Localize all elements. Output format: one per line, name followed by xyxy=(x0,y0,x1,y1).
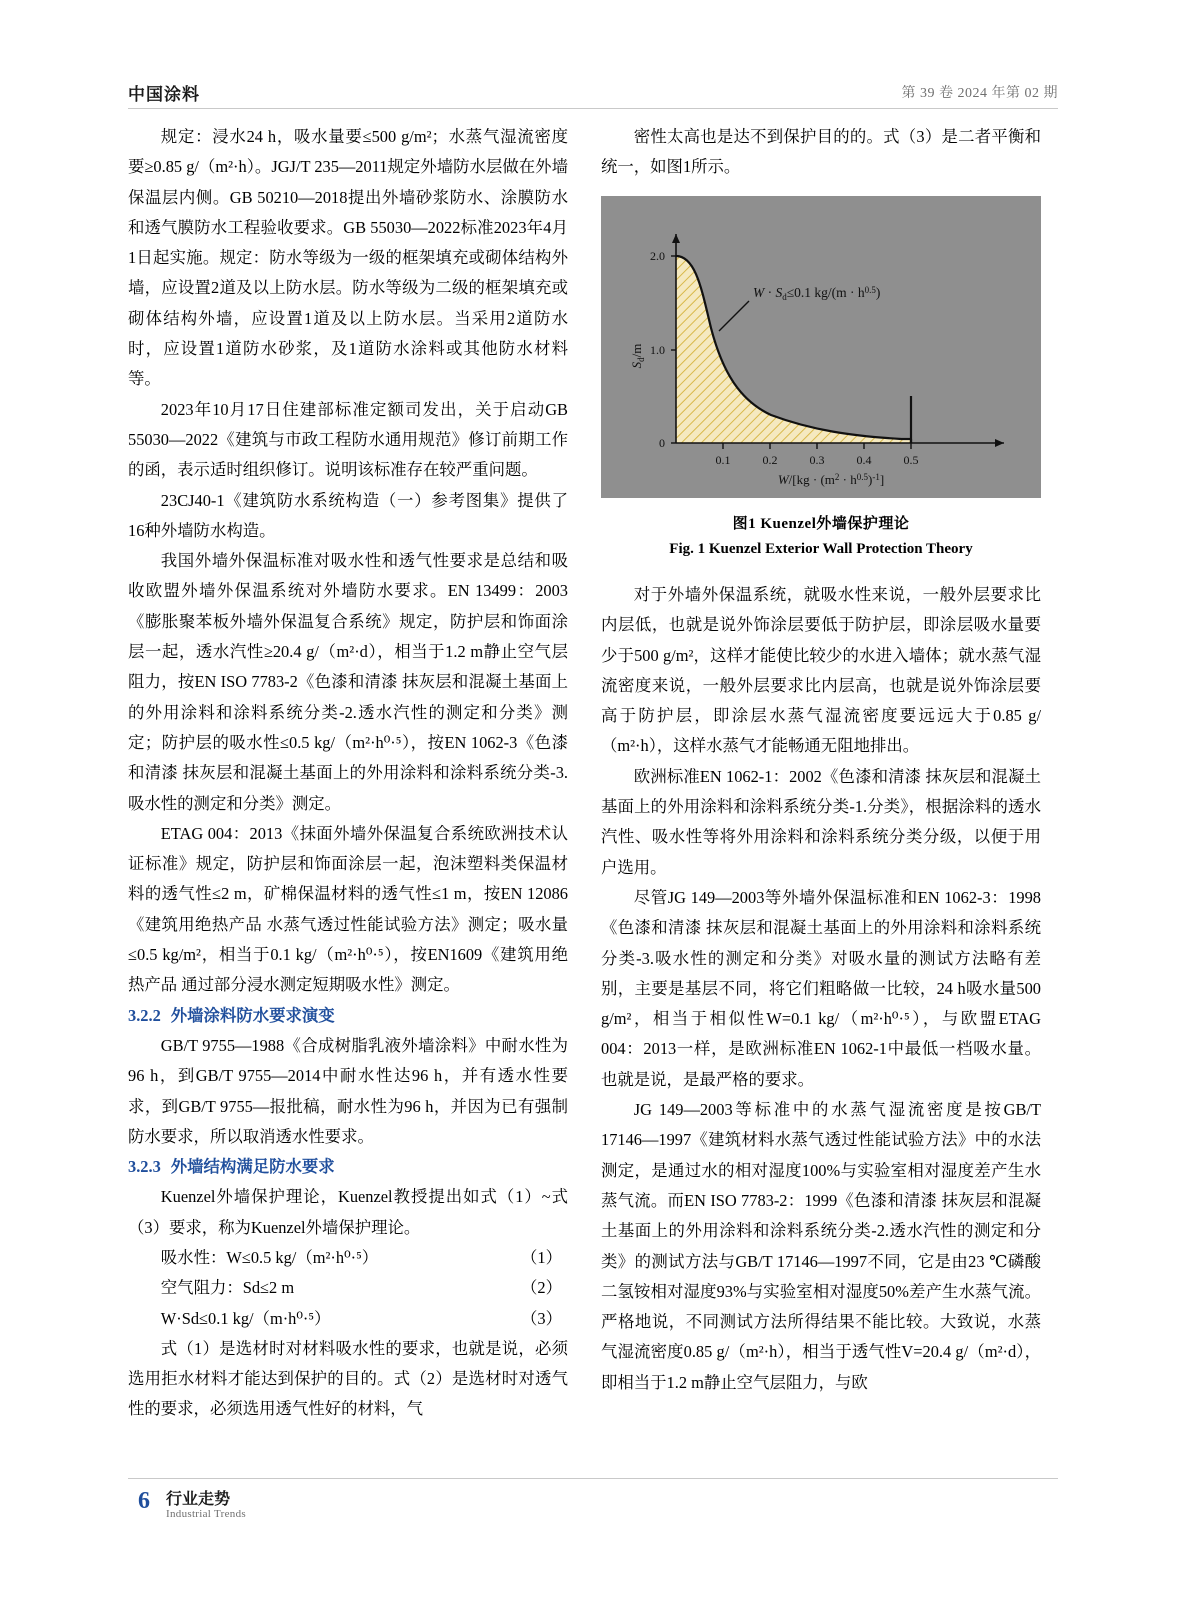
footer-section-en: Industrial Trends xyxy=(166,1508,246,1520)
paragraph: 尽管JG 149—2003等外墙外保温标准和EN 1062-3：1998《色漆和清漆 抹灰层和混凝土基面上的外用涂料和涂料系统分类-3.吸水性的测定和分类》对吸水量的测试方法略有差别，主要是基层不同，将它们粗略做一比较，24 h吸水量500 g/m²，相当于相似性W=0.1 kg/（m²·h⁰·⁵），与欧盟ETAG 004：2013一样，是欧洲标准EN 1062-1中最低一档吸水量。也就是说，是最严格的要求。 xyxy=(601,887,1041,1089)
svg-text:0: 0 xyxy=(659,436,665,450)
right-column-top xyxy=(601,122,1041,192)
svg-text:0.5: 0.5 xyxy=(903,453,919,467)
footer-section-cn: 行业走势 xyxy=(166,1491,231,1508)
left-column xyxy=(128,122,568,1425)
formula-3-number: （3） xyxy=(521,1308,562,1328)
page-footer xyxy=(128,1478,1058,1528)
svg-text:2.0: 2.0 xyxy=(650,249,665,263)
svg-text:Sd/m: $S_d/m$ xyxy=(629,343,646,369)
paragraph: 规定：浸水24 h，吸水量要≤500 g/m²；水蒸气湿流密度要≥0.85 g/（m²·h）。JGJ/T 235—2011规定外墙防水层做在外墙保温层内侧。GB 50210—2018提出外墙砂浆防水、涂膜防水和透气膜防水工程验收要求。GB 55030—2022标准2023年4月1日起实施。规定：防水等级为一级的框架填充或砌体结构外墙，应设置2道及以上防水层。防水等级为二级的框架填充或砌体结构外墙，应设置1道及以上防水层。当采用2道防水时，应设置1道防水砂浆，及1道防水涂料或其他防水材料等。 xyxy=(128,127,568,389)
formula-2 xyxy=(128,1273,568,1303)
svg-text:0.4: 0.4 xyxy=(856,453,872,467)
svg-text:0.1: 0.1 xyxy=(715,453,731,467)
right-column-bottom xyxy=(601,580,1041,1398)
formula-3 xyxy=(128,1304,568,1334)
section-title: 外墙涂料防水要求演变 xyxy=(170,1005,335,1025)
svg-text:W · Sd≤0.1 kg/(m · h0.5): $W \cdot S_d\le 0.1$ $kg/(m \cdot h^{0.5})$ xyxy=(753,285,881,302)
formula-1-text: 吸水性：W≤0.5 kg/（m²·h⁰·⁵） xyxy=(160,1247,379,1267)
figure-caption-cn: 图1 Kuenzel外墙保护理论 xyxy=(732,516,910,532)
paragraph: JG 149—2003等标准中的水蒸气湿流密度是按GB/T 17146—1997《建筑材料水蒸气透过性能试验方法》中的水法测定，是通过水的相对湿度100%与实验室相对湿度差产生水蒸气流。而EN ISO 7783-2：1999《色漆和清漆 抹灰层和混凝土基面上的外用涂料和涂料系统分类-2.透水汽性的测定和分类》的测试方法与GB/T 17146—1997不同，它是由23 ℃磷酸二氢铵相对湿度93%与实验室相对湿度50%差产生水蒸气流。严格地说，不同测试方法所得结果不能比较。大致说，水蒸气湿流密度0.85 g/（m²·h），相当于透气性V=20.4 g/（m²·d），即相当于1.2 m静止空气层阻力，与欧 xyxy=(601,1100,1041,1392)
page-header xyxy=(128,80,1058,110)
figure-1 xyxy=(601,196,1041,562)
paragraph: 2023年10月17日住建部标准定额司发出，关于启动GB 55030—2022《建筑与市政工程防水通用规范》修订前期工作的函，表示适时组织修订。说明该标准存在较严重问题。 xyxy=(128,399,568,480)
journal-title: 中国涂料 xyxy=(128,85,200,104)
section-number: 3.2.2 xyxy=(128,1005,161,1025)
svg-text:W/[kg · (m2 · h0.5)-1]: $W/[kg \cdot (m^2 \cdot h^{0.5})^{-1}]$ xyxy=(777,472,885,487)
paragraph: Kuenzel外墙保护理论，Kuenzel教授提出如式（1）~式（3）要求，称为Kuenzel外墙保护理论。 xyxy=(128,1187,568,1237)
formula-1-number: （1） xyxy=(521,1247,562,1267)
kuenzel-chart-svg xyxy=(601,196,1041,498)
svg-text:0.3: 0.3 xyxy=(809,453,825,467)
paragraph: 欧洲标准EN 1062-1：2002《色漆和清漆 抹灰层和混凝土基面上的外用涂料和涂料系统分类-1.分类》，根据涂料的透水汽性、吸水性等将外用涂料和涂料系统分类分级，以便于用户选用。 xyxy=(601,766,1041,877)
paragraph: 23CJ40-1《建筑防水系统构造（一）参考图集》提供了16种外墙防水构造。 xyxy=(128,490,568,540)
footer-divider xyxy=(128,1478,1058,1479)
paragraph: 对于外墙外保温系统，就吸水性来说，一般外层要求比内层低，也就是说外饰涂层要低于防护层，即涂层吸水量要少于500 g/m²，这样才能使比较少的水进入墙体；就水蒸气湿流密度来说，一般外层要求比内层高，也就是说外饰涂层要高于防护层，即涂层水蒸气湿流密度要远远大于0.85 g/（m²·h），这样水蒸气才能畅通无阻地排出。 xyxy=(601,585,1041,756)
paragraph: GB/T 9755—1988《合成树脂乳液外墙涂料》中耐水性为96 h，到GB/T 9755—2014中耐水性达96 h，并有透水性要求，到GB/T 9755—报批稿，耐水性为96 h，并因为已有强制防水要求，所以取消透水性要求。 xyxy=(128,1035,568,1146)
section-heading-3-2-3 xyxy=(128,1152,568,1182)
paragraph: 密性太高也是达不到保护目的的。式（3）是二者平衡和统一，如图1所示。 xyxy=(601,127,1041,177)
figure-1-image xyxy=(601,196,1041,498)
header-divider xyxy=(128,108,1058,109)
paragraph: 式（1）是选材时对材料吸水性的要求，也就是说，必须选用拒水材料才能达到保护的目的。式（2）是选材时对透气性的要求，必须选用透气性好的材料，气 xyxy=(128,1338,568,1419)
page-number: 6 xyxy=(138,1488,150,1514)
svg-text:1.0: 1.0 xyxy=(650,343,665,357)
formula-2-text: 空气阻力：Sd≤2 m xyxy=(160,1278,295,1298)
paragraph: ETAG 004：2013《抹面外墙外保温复合系统欧洲技术认证标准》规定，防护层和饰面涂层一起，泡沫塑料类保温材料的透气性≤2 m，矿棉保温材料的透气性≤1 m，按EN 12086《建筑用绝热产品 水蒸气透过性能试验方法》测定；吸水量≤0.5 kg/m²，相当于0.1 kg/（m²·h⁰·⁵），按EN1609《建筑用绝热产品 通过部分浸水测定短期吸水性》测定。 xyxy=(128,823,568,995)
issue-info: 第 39 卷 2024 年第 02 期 xyxy=(901,86,1058,101)
formula-2-number: （2） xyxy=(521,1278,562,1298)
section-heading-3-2-2 xyxy=(128,1001,568,1031)
figure-1-caption xyxy=(601,512,1041,562)
formula-3-text: W·Sd≤0.1 kg/（m·h⁰·⁵） xyxy=(160,1308,331,1328)
section-number: 3.2.3 xyxy=(128,1157,161,1177)
svg-text:0.2: 0.2 xyxy=(762,453,778,467)
figure-caption-en: Fig. 1 Kuenzel Exterior Wall Protection Theory xyxy=(669,541,973,557)
paragraph: 我国外墙外保温标准对吸水性和透气性要求是总结和吸收欧盟外墙外保温系统对外墙防水要求。EN 13499：2003《膨胀聚苯板外墙外保温复合系统》规定，防护层和饰面涂层一起，透水汽性≥20.4 g/（m²·d），相当于1.2 m静止空气层阻力，按EN ISO 7783-2《色漆和清漆 抹灰层和混凝土基面上的外用涂料和涂料系统分类-2.透水汽性的测定和分类》测定；防护层的吸水性≤0.5 kg/（m²·h⁰·⁵），按EN 1062-3《色漆和清漆 抹灰层和混凝土基面上的外用涂料和涂料系统分类-3.吸水性的测定和分类》测定。 xyxy=(128,551,568,813)
formula-1 xyxy=(128,1243,568,1273)
section-title: 外墙结构满足防水要求 xyxy=(170,1157,335,1177)
